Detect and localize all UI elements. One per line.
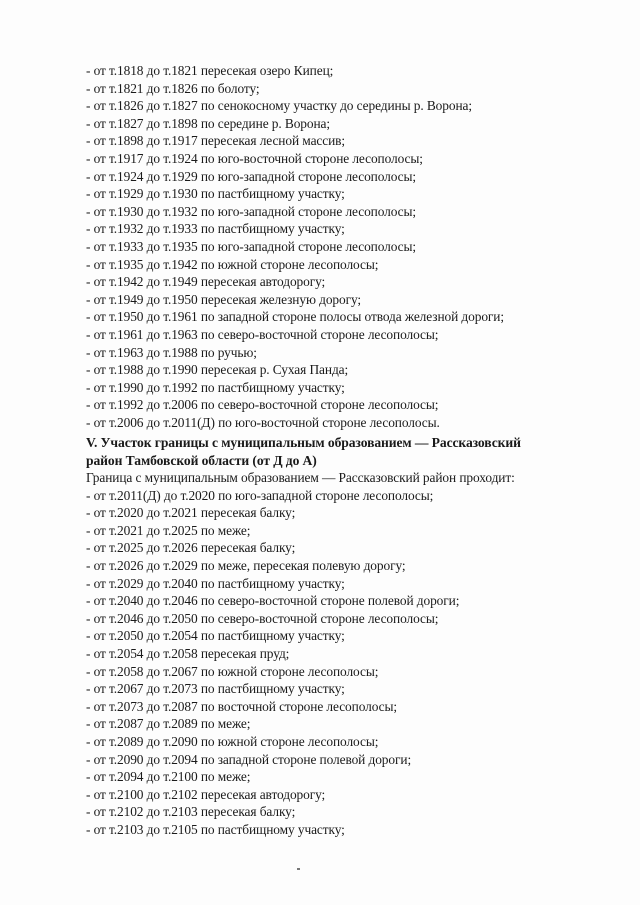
list-item: - от т.1942 до т.1949 пересекая автодорогу; [86,274,326,290]
list-item: - от т.1961 до т.1963 по северо-восточной стороне лесополосы; [86,326,439,342]
list-item: - от т.1898 до т.1917 пересекая лесной массив; [86,133,346,149]
list-item: - от т.2100 до т.2102 пересекая автодорогу; [86,786,326,802]
section-5-heading-line-1: V. Участок границы с муниципальным образованием — Рассказовский [86,435,521,450]
list-item: - от т.2073 до т.2087 по восточной стороне лесополосы; [86,698,397,714]
list-item: - от т.2026 до т.2029 по меже, пересекая полевую дорогу; [86,557,406,573]
list-item: - от т.2094 до т.2100 по меже; [86,769,251,785]
list-item: - от т.2021 до т.2025 по меже; [86,522,251,538]
section-5-heading-line-2: район Тамбовской области (от Д до А) [86,452,317,468]
section-5-intro: Граница с муниципальным образованием — Рассказовский район проходит: [86,470,515,485]
list-item: - от т.2103 до т.2105 по пастбищному участку; [86,821,345,837]
list-item: - от т.2050 до т.2054 по пастбищному участку; [86,628,345,644]
list-item: - от т.1917 до т.1924 по юго-восточной стороне лесополосы; [86,150,423,166]
list-item: - от т.1933 до т.1935 по юго-западной стороне лесополосы; [86,238,417,254]
list-item: - от т.2046 до т.2050 по северо-восточной стороне лесополосы; [86,610,439,626]
list-item: - от т.1935 до т.1942 по южной стороне лесополосы; [86,256,379,272]
list-item: - от т.2006 до т.2011(Д) по юго-восточной стороне лесополосы. [86,414,440,430]
list-item: - от т.2029 до т.2040 по пастбищному участку; [86,575,345,591]
section-5-heading [86,434,606,469]
list-item: - от т.1818 до т.1821 пересекая озеро Кипец; [86,63,334,78]
list-item: - от т.1929 до т.1930 по пастбищному участку; [86,186,345,202]
list-item: - от т.1990 до т.1992 по пастбищному участку; [86,379,345,395]
list-item: - от т.1988 до т.1990 пересекая р. Сухая Панда; [86,362,349,378]
list-item: - от т.2102 до т.2103 пересекая балку; [86,804,296,820]
list-item: - от т.2067 до т.2073 по пастбищному участку; [86,681,345,697]
section-4-list [86,62,606,431]
list-item: - от т.2089 до т.2090 по южной стороне лесополосы; [86,733,379,749]
list-item: - от т.2020 до т.2021 пересекая балку; [86,505,296,521]
list-item: - от т.1963 до т.1988 по ручью; [86,344,257,360]
list-item: - от т.1950 до т.1961 по западной стороне полосы отвода железной дороги; [86,309,504,325]
list-item: - от т.1930 до т.1932 по юго-западной стороне лесополосы; [86,203,417,219]
list-item: - от т.1992 до т.2006 по северо-восточной стороне лесополосы; [86,397,439,413]
list-item: - от т.2087 до т.2089 по меже; [86,716,251,732]
section-5-list [86,469,606,838]
list-item: - от т.1827 до т.1898 по середине р. Ворона; [86,115,331,131]
list-item: - от т.2090 до т.2094 по западной стороне полевой дороги; [86,751,412,767]
list-item: - от т.2011(Д) до т.2020 по юго-западной стороне лесополосы; [86,487,434,503]
list-item: - от т.1949 до т.1950 пересекая железную дорогу; [86,291,362,307]
list-item: - от т.2058 до т.2067 по южной стороне лесополосы; [86,663,379,679]
list-item: - от т.2054 до т.2058 пересекая пруд; [86,645,290,661]
list-item: - от т.2025 до т.2026 пересекая балку; [86,540,296,556]
scan-speck [297,868,300,870]
list-item: - от т.2040 до т.2046 по северо-восточной стороне полевой дороги; [86,593,460,609]
list-item: - от т.1932 до т.1933 по пастбищному участку; [86,221,345,237]
list-item: - от т.1826 до т.1827 по сенокосному участку до середины р. Ворона; [86,98,472,114]
list-item: - от т.1924 до т.1929 по юго-западной стороне лесополосы; [86,168,417,184]
list-item: - от т.1821 до т.1826 по болоту; [86,80,260,96]
